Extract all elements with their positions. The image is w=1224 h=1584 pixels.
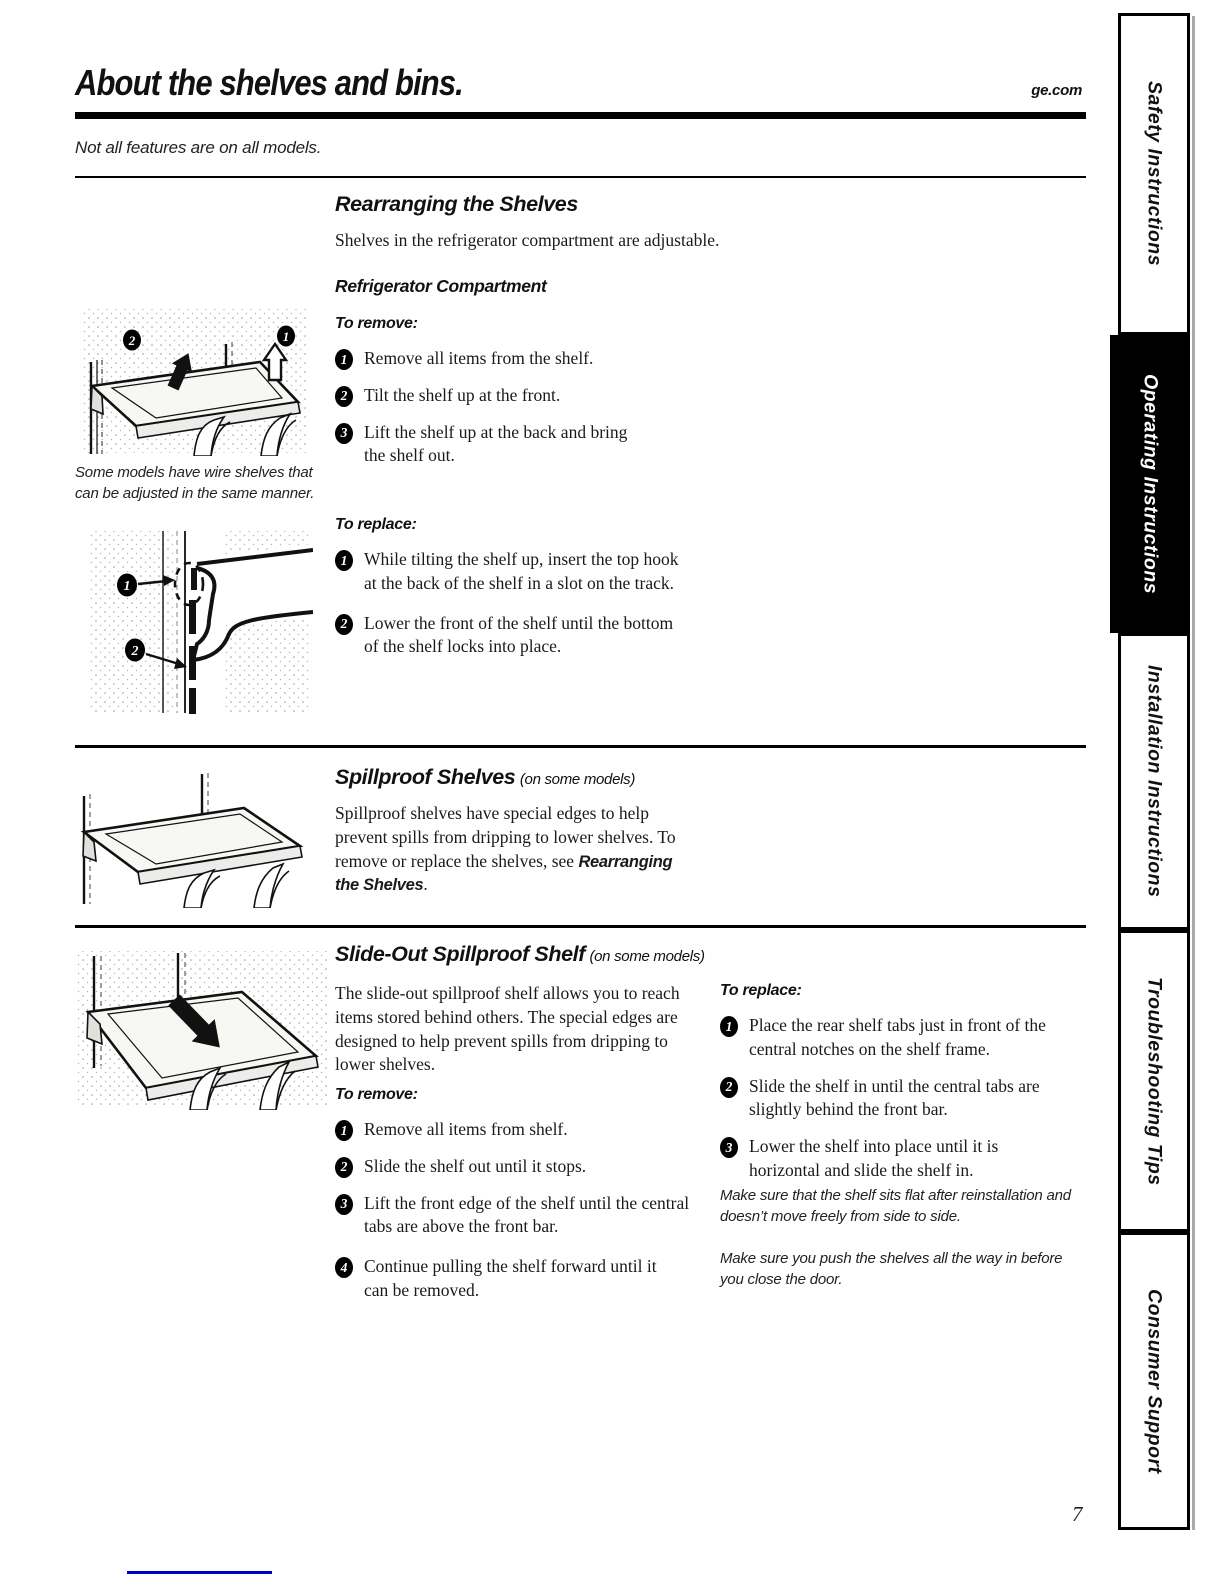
slideout-intro: The slide-out spillproof shelf allows you to reach items stored behind others. The special edges are designed to help prevent spills from dripping to lower shelves. [335, 983, 680, 1075]
step-number-badge: 2 [335, 386, 353, 407]
section-rule [75, 925, 1086, 928]
rearranging-replace-steps [335, 548, 715, 672]
step-number-badge: 1 [335, 1120, 353, 1141]
step-item: 1 Remove all items from shelf. [335, 1118, 715, 1142]
step-number-badge: 2 [335, 614, 353, 635]
spillproof-shelf-illustration [72, 768, 316, 908]
tab-operating-instructions[interactable]: Operating Instructions [1110, 335, 1190, 633]
replace-label: To replace: [720, 982, 802, 999]
header-rule [75, 176, 1086, 178]
step-number-badge: 3 [720, 1137, 738, 1158]
figure-badge-2 [123, 330, 141, 351]
step-number-badge: 1 [335, 349, 353, 370]
step-item: 1 Place the rear shelf tabs just in front of the central notches on the shelf frame. [720, 1014, 1100, 1062]
step-item: 1 Remove all items from the shelf. [335, 347, 635, 371]
tab-safety-instructions[interactable]: Safety Instructions [1118, 13, 1190, 335]
footer-link-line [127, 1571, 272, 1574]
step-number-badge: 2 [720, 1077, 738, 1098]
title-rule [75, 112, 1086, 119]
step-number-badge: 4 [335, 1257, 353, 1278]
hand [254, 864, 289, 908]
step-number-badge: 1 [720, 1016, 738, 1037]
step-number-badge: 3 [335, 1194, 353, 1215]
page-number: 7 [1072, 1502, 1083, 1526]
step-number-badge: 2 [335, 1157, 353, 1178]
figure-caption: Some models have wire shelves that can be adjusted in the same manner. [75, 464, 315, 503]
figure-badge-1 [277, 326, 295, 347]
page-title: About the shelves and bins. [75, 62, 463, 103]
section-rule [75, 745, 1086, 748]
step-item: 2 Slide the shelf in until the central tabs are slightly behind the front bar. [720, 1075, 1100, 1123]
slide-out-shelf-illustration [72, 948, 330, 1110]
rearranging-remove-steps [335, 347, 635, 481]
section-heading-rearranging: Rearranging the Shelves [335, 192, 578, 216]
sidebar-shadow [1192, 16, 1195, 1530]
tab-installation-instructions[interactable]: Installation Instructions [1118, 633, 1190, 930]
step-item: 2 Tilt the shelf up at the front. [335, 384, 635, 408]
models-note: Not all features are on all models. [75, 138, 322, 157]
tab-consumer-support[interactable]: Consumer Support [1118, 1232, 1190, 1530]
step-number-badge: 1 [335, 550, 353, 571]
svg-text:1: 1 [282, 329, 290, 344]
shelf-track-diagram [85, 528, 313, 716]
svg-text:2: 2 [131, 644, 139, 659]
subheading-refrigerator-compartment: Refrigerator Compartment [335, 276, 547, 296]
step-item: 3 Lift the front edge of the shelf until the central tabs are above the front bar. [335, 1192, 715, 1240]
step-item: 1 While tilting the shelf up, insert the top hook at the back of the shelf in a slot on the track. [335, 548, 715, 596]
heading-qualifier: (on some models) [519, 771, 636, 788]
replace-label: To replace: [335, 516, 417, 533]
step-number-badge: 3 [335, 423, 353, 444]
rearranging-intro: Shelves in the refrigerator compartment are adjustable. [335, 230, 720, 250]
slideout-remove-steps [335, 1118, 715, 1316]
svg-text:2: 2 [128, 333, 136, 348]
website-link[interactable]: ge.com [1031, 82, 1082, 99]
tab-troubleshooting-tips[interactable]: Troubleshooting Tips [1118, 930, 1190, 1232]
step-item: 2 Lower the front of the shelf until the bottom of the shelf locks into place. [335, 612, 715, 660]
shelf-lift-illustration [78, 306, 312, 456]
heading-qualifier: (on some models) [589, 948, 705, 965]
spillproof-body: Spillproof shelves have special edges to help prevent spills from dripping to lower shelves. To remove or replace the shelves, see Rearranging the Shelves. [335, 803, 676, 895]
close-door-note: Make sure you push the shelves all the way in before you close the door. [720, 1250, 1063, 1289]
section-heading-slideout: Slide-Out Spillproof Shelf (on some models) [335, 942, 705, 966]
slideout-replace-steps [720, 1014, 1100, 1196]
step-item: 4 Continue pulling the shelf forward until it can be removed. [335, 1255, 715, 1303]
reinstall-note: Make sure that the shelf sits flat after reinstallation and doesn’t move freely from side to side. [720, 1187, 1071, 1226]
step-item: 3 Lift the shelf up at the back and bring the shelf out. [335, 421, 635, 469]
svg-text:1: 1 [123, 579, 131, 594]
step-item: 2 Slide the shelf out until it stops. [335, 1155, 715, 1179]
cross-reference: Rearranging the Shelves [335, 852, 673, 895]
section-heading-spillproof: Spillproof Shelves (on some models) [335, 765, 636, 789]
remove-label: To remove: [335, 315, 418, 332]
remove-label: To remove: [335, 1086, 418, 1103]
step-item: 3 Lower the shelf into place until it is horizontal and slide the shelf in. [720, 1135, 1100, 1183]
